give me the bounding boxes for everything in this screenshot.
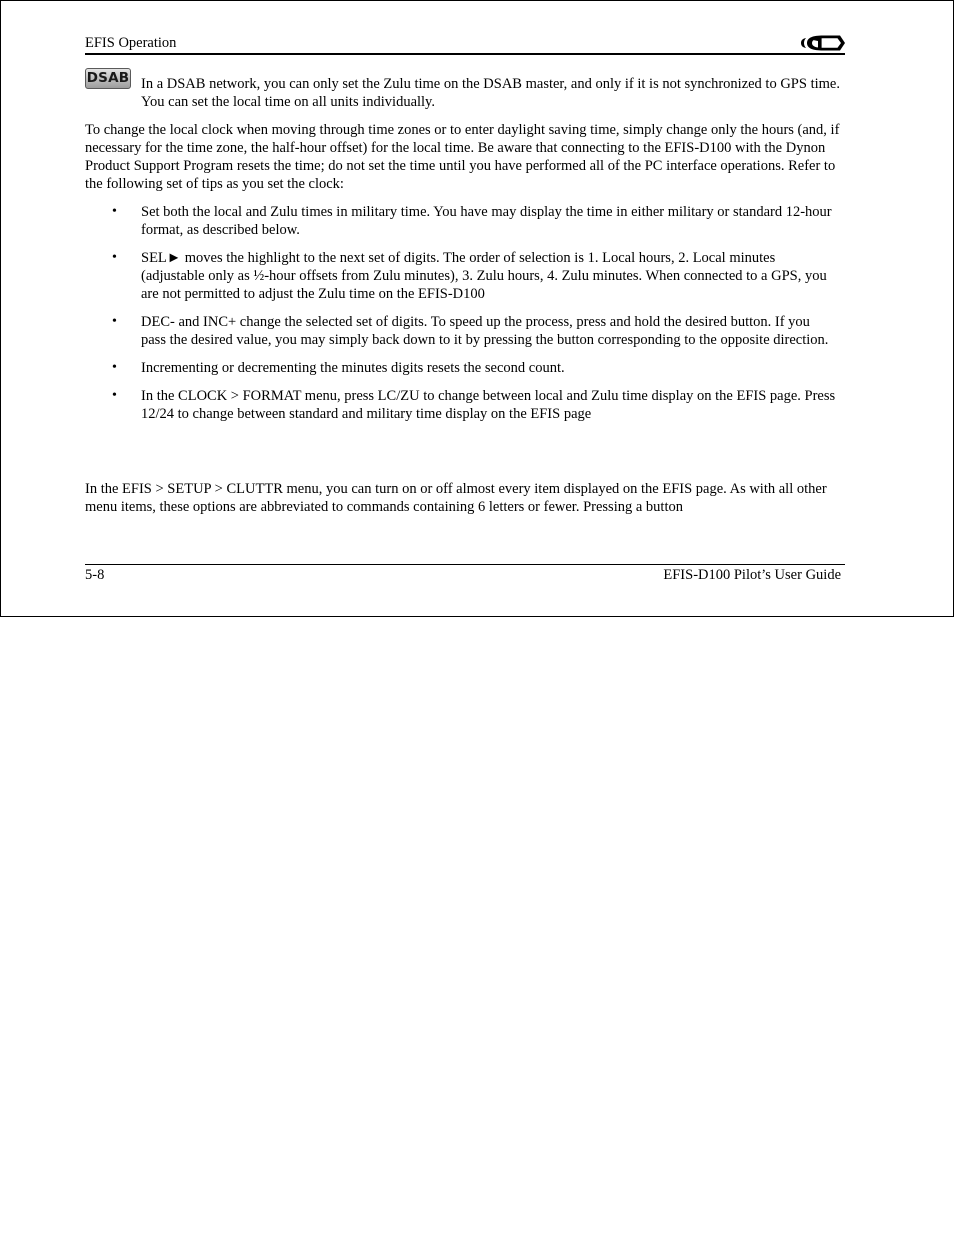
bullet-icon: • bbox=[112, 314, 117, 329]
guide-title: EFIS-D100 Pilot’s User Guide bbox=[663, 567, 841, 583]
list-item-text: DEC- and INC+ change the selected set of digits. To speed up the process, press and hold the desired button. If you pass the desired value, you may simply back down to it by pressing the button corresponding to the opposite direction. bbox=[141, 314, 829, 348]
bullet-icon: • bbox=[112, 360, 117, 375]
list-item bbox=[85, 387, 837, 423]
bullet-icon: • bbox=[112, 204, 117, 219]
list-item-text: In the CLOCK > FORMAT menu, press LC/ZU to change between local and Zulu time display on the EFIS page. Press 12/24 to change between standard and military time display on the EFIS page bbox=[141, 388, 836, 422]
dsab-note-text: In a DSAB network, you can only set the Zulu time on the DSAB master, and only if it is not synchronized to GPS time. You can set the local time on all units individually. bbox=[141, 76, 840, 110]
header-divider bbox=[85, 53, 845, 55]
list-item bbox=[85, 203, 837, 239]
page-number: 5-8 bbox=[85, 567, 105, 583]
list-item bbox=[85, 249, 837, 303]
clock-tips-list bbox=[85, 203, 845, 433]
list-item-text: Incrementing or decrementing the minutes digits resets the second count. bbox=[141, 360, 565, 376]
list-item-text: SEL► moves the highlight to the next set of digits. The order of selection is 1. Local hours, 2. Local minutes (adjustable only as ½-hour offsets from Zulu minutes), 3. Zulu hours, 4. Zulu minutes. When connected to a GPS, you are not permitted to adjust the Zulu time on the EFIS-D100 bbox=[141, 250, 827, 302]
intro-paragraph: To change the local clock when moving through time zones or to enter daylight saving time, simply change only the hours (and, if necessary for the time zone, the half-hour offset) for the local time. Be aware that connecting to the EFIS-D100 with the Dynon Product Support Program resets the time; do not set the time until you have performed all of the PC interface operations. Refer to the following set of tips as you set the clock: bbox=[85, 122, 840, 192]
list-item-text: Set both the local and Zulu times in military time. You have may display the time in either military or standard 12-hour format, as described below. bbox=[141, 204, 832, 238]
bullet-icon: • bbox=[112, 250, 117, 265]
list-item bbox=[85, 313, 837, 349]
dsab-note-icon: DSAB bbox=[85, 68, 131, 89]
bullet-icon: • bbox=[112, 388, 117, 403]
list-item bbox=[85, 359, 837, 377]
declutter-paragraph: In the EFIS > SETUP > CLUTTR menu, you can turn on or off almost every item displayed on the EFIS page. As with all other menu items, these options are abbreviated to commands containing 6 letters or fewer. Pressing a button bbox=[85, 481, 827, 515]
running-header-title: EFIS Operation bbox=[85, 35, 177, 51]
footer-divider bbox=[85, 564, 845, 565]
dynon-logo-icon bbox=[800, 33, 846, 53]
document-page bbox=[0, 0, 954, 617]
